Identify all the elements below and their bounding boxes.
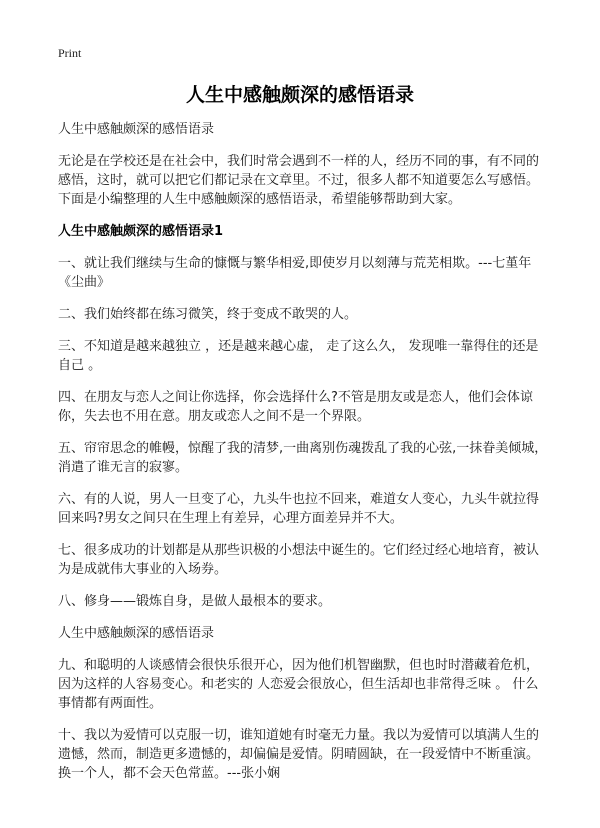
quote-item-3: 三、不知道是越来越独立 ，还是越来越心虚， 走了这么久， 发现唯一靠得住的还是自己 。 bbox=[58, 339, 539, 373]
quote-item-9: 九、和聪明的人谈感情会很快乐很开心，因为他们机智幽默，但也时时潜藏着危机，因为这样的人容易变心。和老实的 人恋爱会很放心，但生活却也非常得乏味 。 什么事情都有两面性。 bbox=[58, 658, 540, 711]
section-heading: 人生中感触颇深的感悟语录1 bbox=[58, 224, 224, 239]
quote-item-1: 一、就让我们继续与生命的慷慨与繁华相爱,即使岁月以刻薄与荒芜相欺。---七堇年《尘曲》 bbox=[58, 256, 532, 290]
article-subtitle: 人生中感触颇深的感悟语录 bbox=[58, 122, 215, 137]
article-subtitle-repeat: 人生中感触颇深的感悟语录 bbox=[58, 626, 215, 641]
quote-item-4: 四、在朋友与恋人之间让你选择，你会选择什么?不管是朋友或是恋人，他们会体谅你，失去也不用在意。朋友或恋人之间不是一个界限。 bbox=[58, 390, 533, 424]
quote-item-6: 六、有的人说，男人一旦变了心，九头牛也拉不回来，难道女人变心，九头牛就拉得回来吗?男女之间只在生理上有差异，心理方面差异并不大。 bbox=[58, 492, 540, 526]
quote-item-7: 七、很多成功的计划都是从那些识极的小想法中诞生的。它们经过经心地培育，被认为是成就伟大事业的入场券。 bbox=[58, 543, 540, 577]
quote-item-10: 十、我以为爱情可以克服一切，谁知道她有时毫无力量。我以为爱情可以填满人生的遗憾，然而，制造更多遗憾的，却偏偏是爱情。阴晴圆缺，在一段爱情中不断重演。换一个人，都不会天色常蓝。---张小娴 bbox=[58, 728, 540, 781]
page-title: 人生中感触颇深的感悟语录 bbox=[185, 84, 414, 106]
print-link[interactable]: Print bbox=[58, 46, 82, 60]
quote-item-5: 五、帘帘思念的帷幔，惊醒了我的清梦,一曲离别伤魂拨乱了我的心弦,一抹眷美倾城，消遣了谁无言的寂寥。 bbox=[58, 441, 548, 475]
article-body bbox=[58, 120, 550, 796]
intro-paragraph: 无论是在学校还是在社会中，我们时常会遇到不一样的人，经历不同的事，有不同的感悟，这时，就可以把它们都记录在文章里。不过，很多人都不知道要怎么写感悟。下面是小编整理的人生中感触颇深的感悟语录，希望能够帮助到大家。 bbox=[58, 154, 540, 207]
quote-item-8: 八、修身——锻炼自身，是做人最根本的要求。 bbox=[58, 594, 332, 609]
quote-item-2: 二、我们始终都在练习微笑，终于变成不敢哭的人。 bbox=[58, 307, 358, 322]
